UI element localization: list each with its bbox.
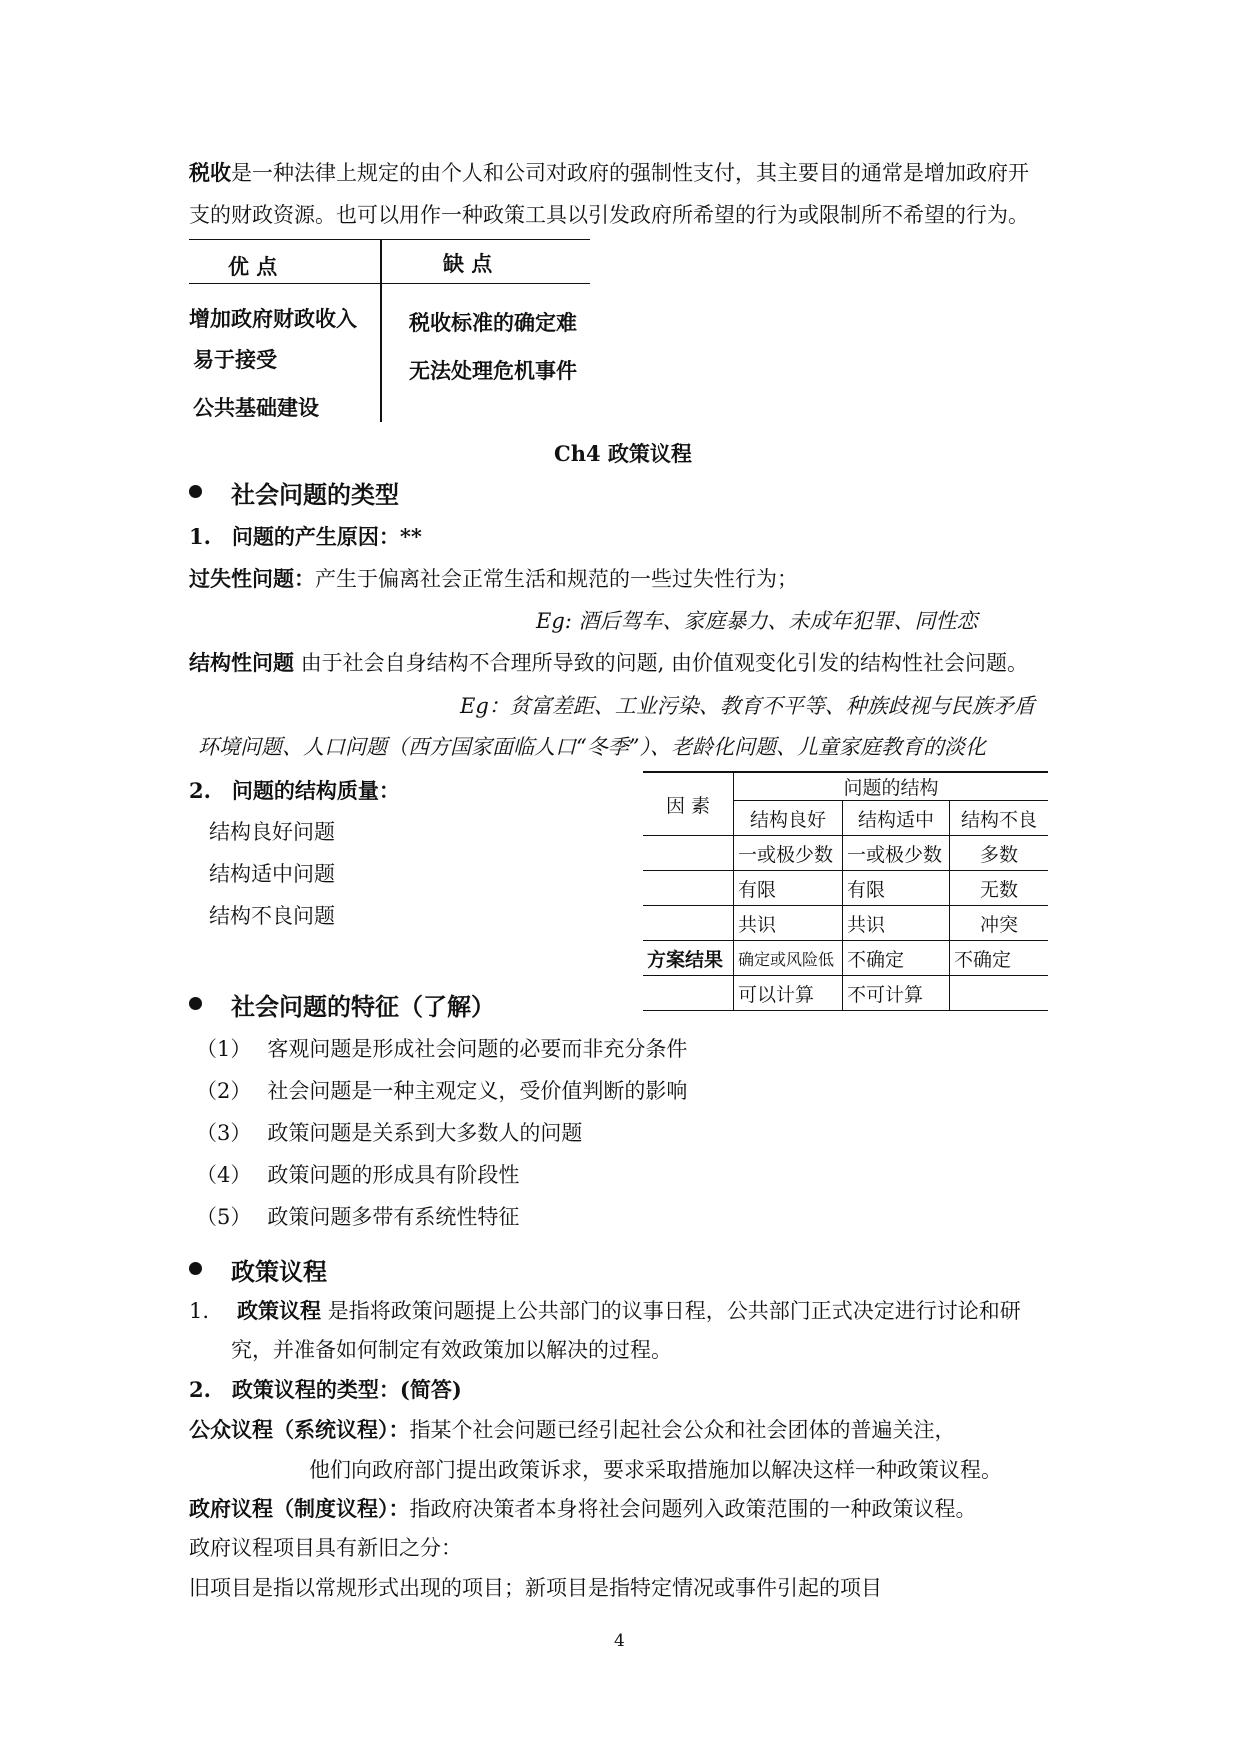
- factor-cell: [643, 906, 734, 941]
- table-cell: 一或极少数: [843, 836, 950, 871]
- agenda-projects-line: 政府议程项目具有新旧之分：: [189, 1536, 462, 1560]
- table-row: [643, 941, 1048, 976]
- feature-item: [196, 1117, 582, 1147]
- subheading-agenda-types: 2. 政策议程的类型：(简答): [189, 1377, 462, 1402]
- feature-number: （4）: [196, 1163, 252, 1187]
- factor-header: 因 素: [643, 772, 734, 836]
- table-cell: 共识: [734, 906, 843, 941]
- structure-list-item: 结构适中问题: [209, 862, 335, 886]
- intro-line-2: 支的财政资源。也可以用作一种政策工具以引发政府所希望的行为或限制所不希望的行为。: [189, 203, 1029, 227]
- con-item: 无法处理危机事件: [409, 358, 577, 383]
- column-header: 结构适中: [843, 801, 950, 836]
- table-cell: 无数: [950, 871, 1049, 906]
- section-title-features: 社会问题的特征（了解）: [231, 992, 495, 1021]
- table-cell: 可以计算: [734, 976, 843, 1011]
- factor-cell: [643, 871, 734, 906]
- public-agenda-line-2: 他们向政府部门提出政策诉求，要求采取措施加以解决这样一种政策议程。: [309, 1458, 1002, 1482]
- chapter-title: Ch4 政策议程: [554, 441, 692, 466]
- structural-examples-2: 环境问题、人口问题（西方国家面临人口“冬季”）、老龄化问题、儿童家庭教育的淡化: [198, 735, 986, 759]
- tax-table-top-rule: [189, 239, 590, 240]
- tax-table-divider: [380, 240, 382, 422]
- feature-text: 政策问题的形成具有阶段性: [267, 1163, 520, 1187]
- government-agenda-line: [189, 1493, 977, 1523]
- table-cell: 不可计算: [843, 976, 950, 1011]
- feature-text: 社会问题是一种主观定义，受价值判断的影响: [267, 1079, 688, 1103]
- intro-line-1: [189, 157, 1029, 187]
- table-cell: 有限: [734, 871, 843, 906]
- feature-number: （1）: [196, 1037, 252, 1061]
- table-row: [643, 836, 1048, 871]
- structural-examples-1: Eg：贫富差距、工业污染、教育不平等、种族歧视与民族矛盾: [460, 694, 1035, 718]
- factor-cell: 方案结果: [643, 941, 734, 976]
- tax-table-header-rule: [189, 283, 590, 284]
- pro-item: 增加政府财政收入: [189, 306, 357, 331]
- table-cell: 共识: [843, 906, 950, 941]
- fault-problem-label: 过失性问题：: [189, 566, 315, 591]
- tax-term: 税收: [189, 160, 231, 185]
- problem-structure-table: [643, 771, 1048, 1011]
- subheading-causes: 1. 问题的产生原因：**: [189, 524, 422, 549]
- table-cell: [950, 976, 1049, 1011]
- government-agenda-text: 指政府决策者本身将社会问题列入政策范围的一种政策议程。: [409, 1497, 977, 1521]
- table-cell: 不确定: [843, 941, 950, 976]
- fault-examples: Eg: 酒后驾车、家庭暴力、未成年犯罪、同性恋: [536, 609, 978, 633]
- con-item: 税收标准的确定难: [409, 310, 577, 335]
- structural-problem-text: 由于社会自身结构不合理所导致的问题, 由价值观变化引发的结构性社会问题。: [300, 651, 1029, 675]
- feature-item: [196, 1075, 687, 1105]
- table-header-row: [643, 772, 1048, 801]
- factor-cell: [643, 976, 734, 1011]
- agenda-projects-detail: 旧项目是指以常规形式出现的项目；新项目是指特定情况或事件引起的项目: [189, 1576, 882, 1600]
- feature-item: [196, 1159, 519, 1189]
- cons-header: 缺 点: [443, 251, 493, 276]
- table-cell: 冲突: [950, 906, 1049, 941]
- subheading-structure-quality: 2. 问题的结构质量：: [189, 778, 400, 803]
- intro-line-1-text: 是一种法律上规定的由个人和公司对政府的强制性支付，其主要目的通常是增加政府开: [231, 161, 1029, 185]
- table-row: [643, 906, 1048, 941]
- structural-problem-line: [189, 647, 1028, 677]
- structure-list-item: 结构良好问题: [209, 820, 335, 844]
- feature-number: （3）: [196, 1121, 252, 1145]
- government-agenda-label: 政府议程（制度议程）：: [189, 1496, 410, 1521]
- public-agenda-text: 指某个社会问题已经引起社会公众和社会团体的普遍关注，: [409, 1418, 956, 1442]
- structural-problem-label: 结构性问题: [189, 650, 294, 675]
- public-agenda-line: [189, 1414, 956, 1444]
- section-title-policy-agenda: 政策议程: [231, 1257, 327, 1286]
- table-cell: 有限: [843, 871, 950, 906]
- bullet-icon: [189, 1262, 202, 1275]
- table-cell: 不确定: [950, 941, 1049, 976]
- column-header: 结构良好: [734, 801, 843, 836]
- pro-item: 易于接受: [193, 347, 277, 372]
- feature-item: [196, 1033, 687, 1063]
- feature-text: 政策问题多带有系统性特征: [267, 1205, 520, 1229]
- feature-item: [196, 1201, 519, 1231]
- structure-group-header: 问题的结构: [734, 772, 1049, 801]
- table-cell: 一或极少数: [734, 836, 843, 871]
- pros-header: 优 点: [228, 254, 278, 279]
- structure-list-item: 结构不良问题: [209, 904, 335, 928]
- table-cell: 确定或风险低: [734, 941, 843, 976]
- feature-number: （5）: [196, 1205, 252, 1229]
- table-row: [643, 871, 1048, 906]
- pro-item: 公共基础建设: [193, 395, 319, 420]
- column-header: 结构不良: [950, 801, 1049, 836]
- table-cell: 多数: [950, 836, 1049, 871]
- fault-problem-line: [189, 563, 798, 593]
- agenda-def-line-1: [189, 1295, 1021, 1325]
- feature-text: 政策问题是关系到大多数人的问题: [267, 1121, 583, 1145]
- bullet-icon: [189, 997, 202, 1010]
- agenda-term: 政策议程: [237, 1298, 322, 1323]
- bullet-icon: [189, 485, 202, 498]
- public-agenda-label: 公众议程（系统议程）：: [189, 1417, 410, 1442]
- fault-problem-text: 产生于偏离社会正常生活和规范的一些过失性行为；: [315, 567, 798, 591]
- table-row: [643, 976, 1048, 1011]
- agenda-def-line-2: 究，并准备如何制定有效政策加以解决的过程。: [231, 1338, 672, 1362]
- feature-text: 客观问题是形成社会问题的必要而非充分条件: [267, 1037, 688, 1061]
- agenda-def-text: 是指将政策问题提上公共部门的议事日程，公共部门正式决定进行讨论和研: [327, 1299, 1021, 1323]
- feature-number: （2）: [196, 1079, 252, 1103]
- factor-cell: [643, 836, 734, 871]
- item-number: 1.: [189, 1299, 210, 1323]
- section-title-social-problem-types: 社会问题的类型: [231, 480, 399, 509]
- page-number: 4: [614, 1631, 625, 1651]
